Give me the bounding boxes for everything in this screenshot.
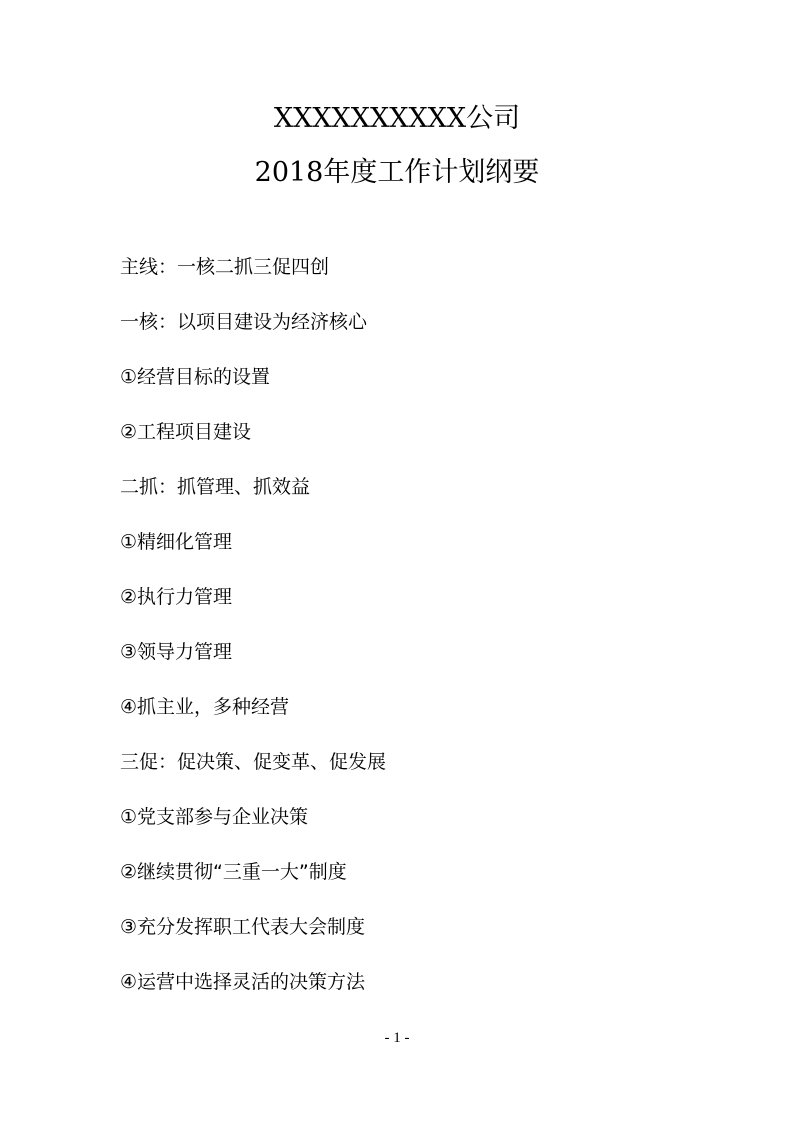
company-title: XXXXXXXXXX公司	[273, 103, 521, 134]
list-item: ①党支部参与企业决策	[120, 806, 309, 828]
list-item: ③领导力管理	[120, 641, 233, 663]
main-line-heading: 主线：一核二抓三促四创	[120, 256, 330, 278]
section-heading-promote: 三促：促决策、促变革、促发展	[120, 751, 387, 773]
list-item: ②继续贯彻“三重一大”制度	[120, 861, 347, 883]
page-number: - 1 -	[384, 1030, 410, 1046]
list-item: ①经营目标的设置	[120, 366, 271, 388]
list-item: ①精细化管理	[120, 531, 233, 553]
list-item: ②执行力管理	[120, 586, 233, 608]
list-item: ④抓主业，多种经营	[120, 696, 290, 718]
plan-title: 2018年度工作计划纲要	[254, 157, 540, 188]
section-heading-grasp: 二抓：抓管理、抓效益	[120, 476, 311, 498]
section-heading-core: 一核：以项目建设为经济核心	[120, 311, 368, 333]
list-item: ④运营中选择灵活的决策方法	[120, 971, 366, 993]
list-item: ③充分发挥职工代表大会制度	[120, 916, 366, 938]
list-item: ②工程项目建设	[120, 421, 252, 443]
